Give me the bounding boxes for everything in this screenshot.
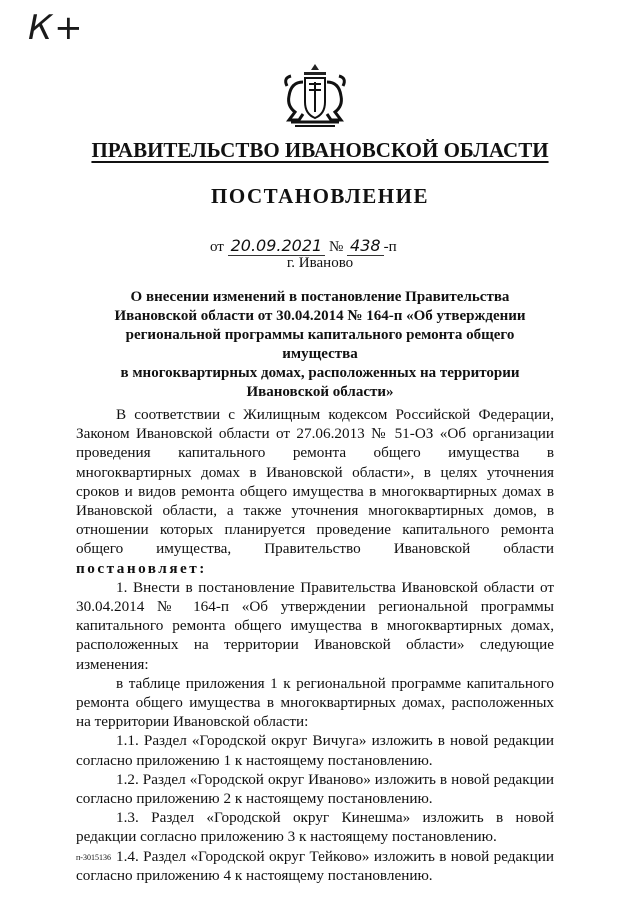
subject-line: О внесении изменений в постановление Правительства [130, 289, 510, 305]
subject-line: Ивановской области» [246, 384, 394, 400]
resolve-word: постановляет: [76, 559, 207, 577]
document-number: 438 [347, 236, 384, 256]
subitem-paragraph: 1.4. Раздел «Городской округ Тейково» изложить в новой редакции согласно приложению 4 к настоящему постановлению. [76, 847, 554, 884]
number-prefix: № [328, 239, 344, 255]
subject-line: Ивановской области от 30.04.2014 № 164-п «Об утверждении [114, 308, 526, 324]
date-prefix: от [210, 239, 224, 255]
authority-title: ПРАВИТЕЛЬСТВО ИВАНОВСКОЙ ОБЛАСТИ [91, 138, 549, 162]
subitem-paragraph: 1.3. Раздел «Городской округ Кинешма» изложить в новой редакции согласно приложению 3 к настоящему постановлению. [76, 809, 554, 846]
subject-line: региональной программы капитального ремонта общего имущества [125, 327, 515, 362]
document-body [76, 405, 554, 885]
number-suffix: -п [383, 239, 397, 255]
date-number-line [210, 236, 397, 256]
preamble-text: В соответствии с Жилищным кодексом Российской Федерации, Законом Ивановской области от 27.06.2013 № 51-ОЗ «Об организации проведения капитального ремонта общего имущества в многоквартирных домах в Ивановской области», в целях уточнения сроков и видов ремонта общего имущества в многоквартирных домах в Ивановской области, а также уточнения многоквартирных домов, в отношении которых планируется проведение капитального ремонта общего имущества, Правительство Ивановской области [76, 406, 554, 558]
subitem-paragraph: 1.1. Раздел «Городской округ Вичуга» изложить в новой редакции согласно приложению 1 к настоящему постановлению. [76, 732, 554, 769]
coat-of-arms-icon [277, 62, 353, 132]
city: г. Иваново [286, 255, 354, 271]
document-type: ПОСТАНОВЛЕНИЕ [211, 184, 429, 208]
preamble-paragraph [76, 405, 554, 578]
subject-line: в многоквартирных домах, расположенных на территории [120, 365, 520, 381]
handwritten-note: К+ [28, 8, 85, 48]
document-date: 20.09.2021 [228, 236, 326, 256]
subitem-paragraph: 1.2. Раздел «Городской округ Иваново» изложить в новой редакции согласно приложению 2 к настоящему постановлению. [76, 770, 554, 808]
item-1-intro-paragraph: в таблице приложения 1 к региональной программе капитального ремонта общего имущества в многоквартирных домах, расположенных на территории Ивановской области: [76, 674, 554, 731]
item-1-paragraph: 1. Внести в постановление Правительства Ивановской области от 30.04.2014 № 164-п «Об утверждении региональной программы капитального ремонта общего имущества в многоквартирных домах, расположенных на территории Ивановской области» следующие изменения: [76, 578, 554, 673]
document-subject [100, 288, 540, 402]
footer-code: п-3015136 [76, 853, 111, 862]
